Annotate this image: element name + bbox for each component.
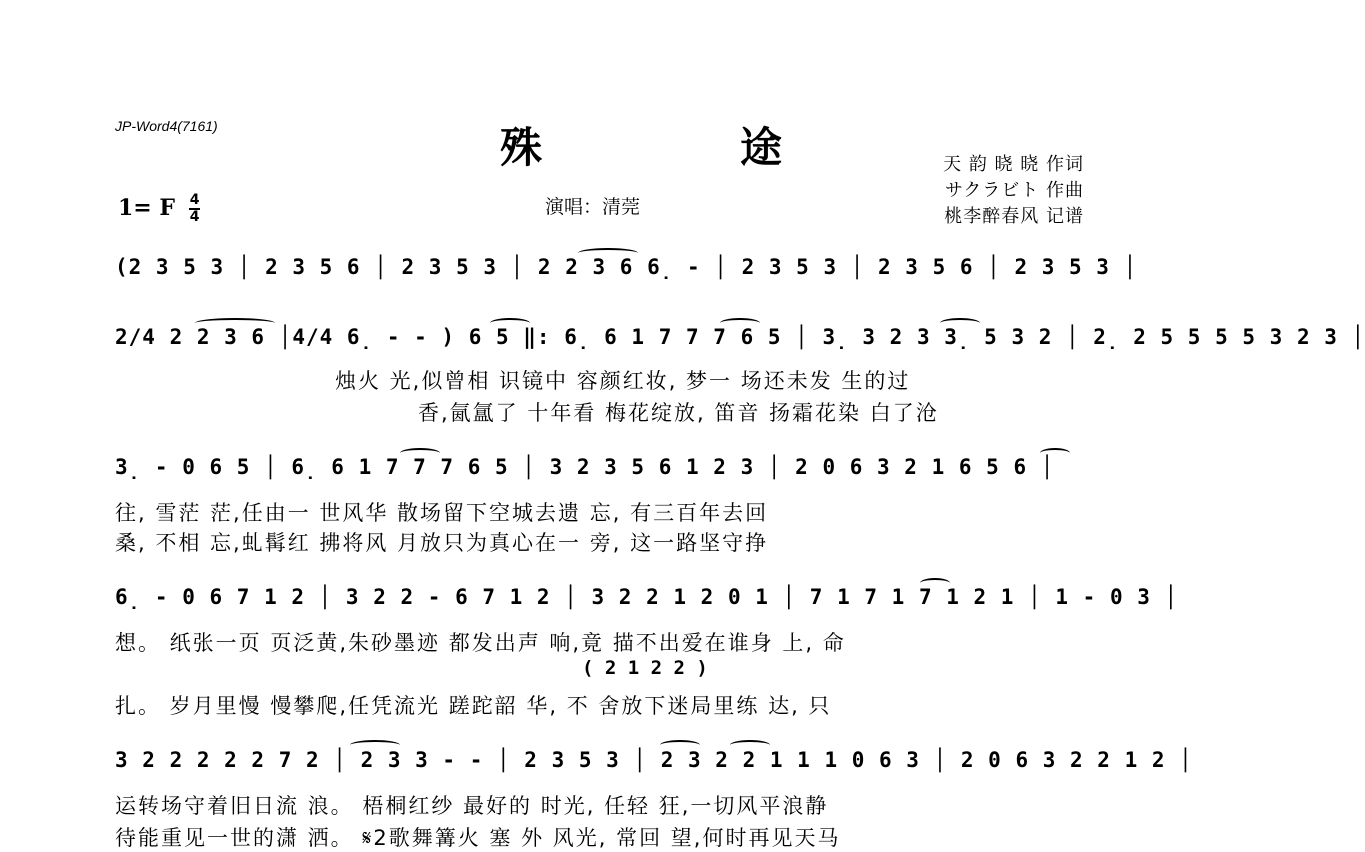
notation-line-3: 3̣ - 0 6 5 │ 6̣ 6 1 7 7 7 6 5 │ 3 2 3 5 6 1 2 3 │ 2 0 6 3 2 1 6 5 6 │	[115, 455, 1055, 479]
tie-arc	[578, 248, 638, 258]
time-numerator: 4	[189, 192, 200, 208]
time-signature	[189, 193, 201, 225]
tie-arc	[920, 578, 950, 588]
notation-line-1: (2 3 5 3 │ 2 3 5 6 │ 2 3 5 3 │ 2 2 3 6 6̣ - │ 2 3 5 3 │ 2 3 5 6 │ 2 3 5 3 │	[115, 255, 1138, 279]
lyric-line-2-verse-1: 往, 雪茫 茫,任由一 世风华 散场留下空城去遗 忘, 有三百年去回	[115, 501, 769, 525]
lyric-line-1-verse-1: 烛火 光,似曾相 识镜中 容颜红妆, 梦一 场还未发 生的过	[335, 369, 911, 393]
alternate-notes: ( 2 1 2 2 )	[582, 657, 708, 679]
lyric-line-4-verse-2: 待能重见一世的潇 洒。 𝄋2歌舞篝火 塞 外 风光, 常回 望,何时再见天马	[115, 826, 841, 850]
time-denominator: 4	[189, 209, 200, 225]
tie-arc	[1040, 448, 1070, 458]
transcriber-credit: 桃李醉春风 记谱	[944, 206, 1084, 227]
composer-credit: サクラビト 作曲	[944, 180, 1084, 201]
key-signature	[118, 193, 200, 225]
notation-line-5: 3 2 2 2 2 2 7 2 │ 2 3 3 - - │ 2 3 5 3 │ 2 3 2 2 1 1 1 0 6 3 │ 2 0 6 3 2 2 1 2 │	[115, 748, 1193, 772]
lyric-line-3-verse-2: 扎。 岁月里慢 慢攀爬,任凭流光 蹉跎韶 华, 不 舍放下迷局里练 达, 只	[115, 694, 832, 718]
software-label: JP-Word4(7161)	[115, 118, 218, 134]
tie-arc	[490, 318, 530, 328]
lyric-line-2-verse-2: 桑, 不相 忘,虬髯红 拂将风 月放只为真心在一 旁, 这一路坚守挣	[115, 531, 769, 555]
tie-arc	[730, 740, 770, 750]
notation-line-4: 6̣ - 0 6 7 1 2 │ 3 2 2 - 6 7 1 2 │ 3 2 2 1 2 0 1 │ 7 1 7 1 7 1 2 1 │ 1 - 0 3 │	[115, 585, 1179, 609]
tie-arc	[660, 740, 700, 750]
tie-arc	[400, 448, 440, 458]
lyric-line-3-verse-1: 想。 纸张一页 页泛黄,朱砂墨迹 都发出声 响,竟 描不出爱在谁身 上, 命	[115, 631, 846, 655]
singer-credit: 演唱：清莞	[545, 196, 641, 218]
lyricist-credit: 天 韵 晓 晓 作词	[943, 154, 1084, 175]
song-title: 殊 途	[500, 123, 861, 172]
tie-arc	[195, 318, 275, 328]
tie-arc	[940, 318, 980, 328]
lyric-line-1-verse-2: 香,氤氲了 十年看 梅花绽放, 笛音 扬霜花染 白了沧	[418, 401, 939, 425]
tie-arc	[350, 740, 400, 750]
tie-arc	[720, 318, 760, 328]
key-label: 1= F	[118, 195, 176, 221]
notation-line-2: 2/4 2 2 3 6 │4/4 6̣ - - ) 6 5 ‖: 6̣ 6 1 7 7 7 6 5 │ 3̣ 3 2 3 3̣ 5 3 2 │ 2̣ 2 5 5 5 5 3 2 3 │	[115, 325, 1365, 349]
lyric-line-4-verse-1: 运转场守着旧日流 浪。 梧桐红纱 最好的 时光, 任轻 狂,一切风平浪静	[115, 794, 829, 818]
